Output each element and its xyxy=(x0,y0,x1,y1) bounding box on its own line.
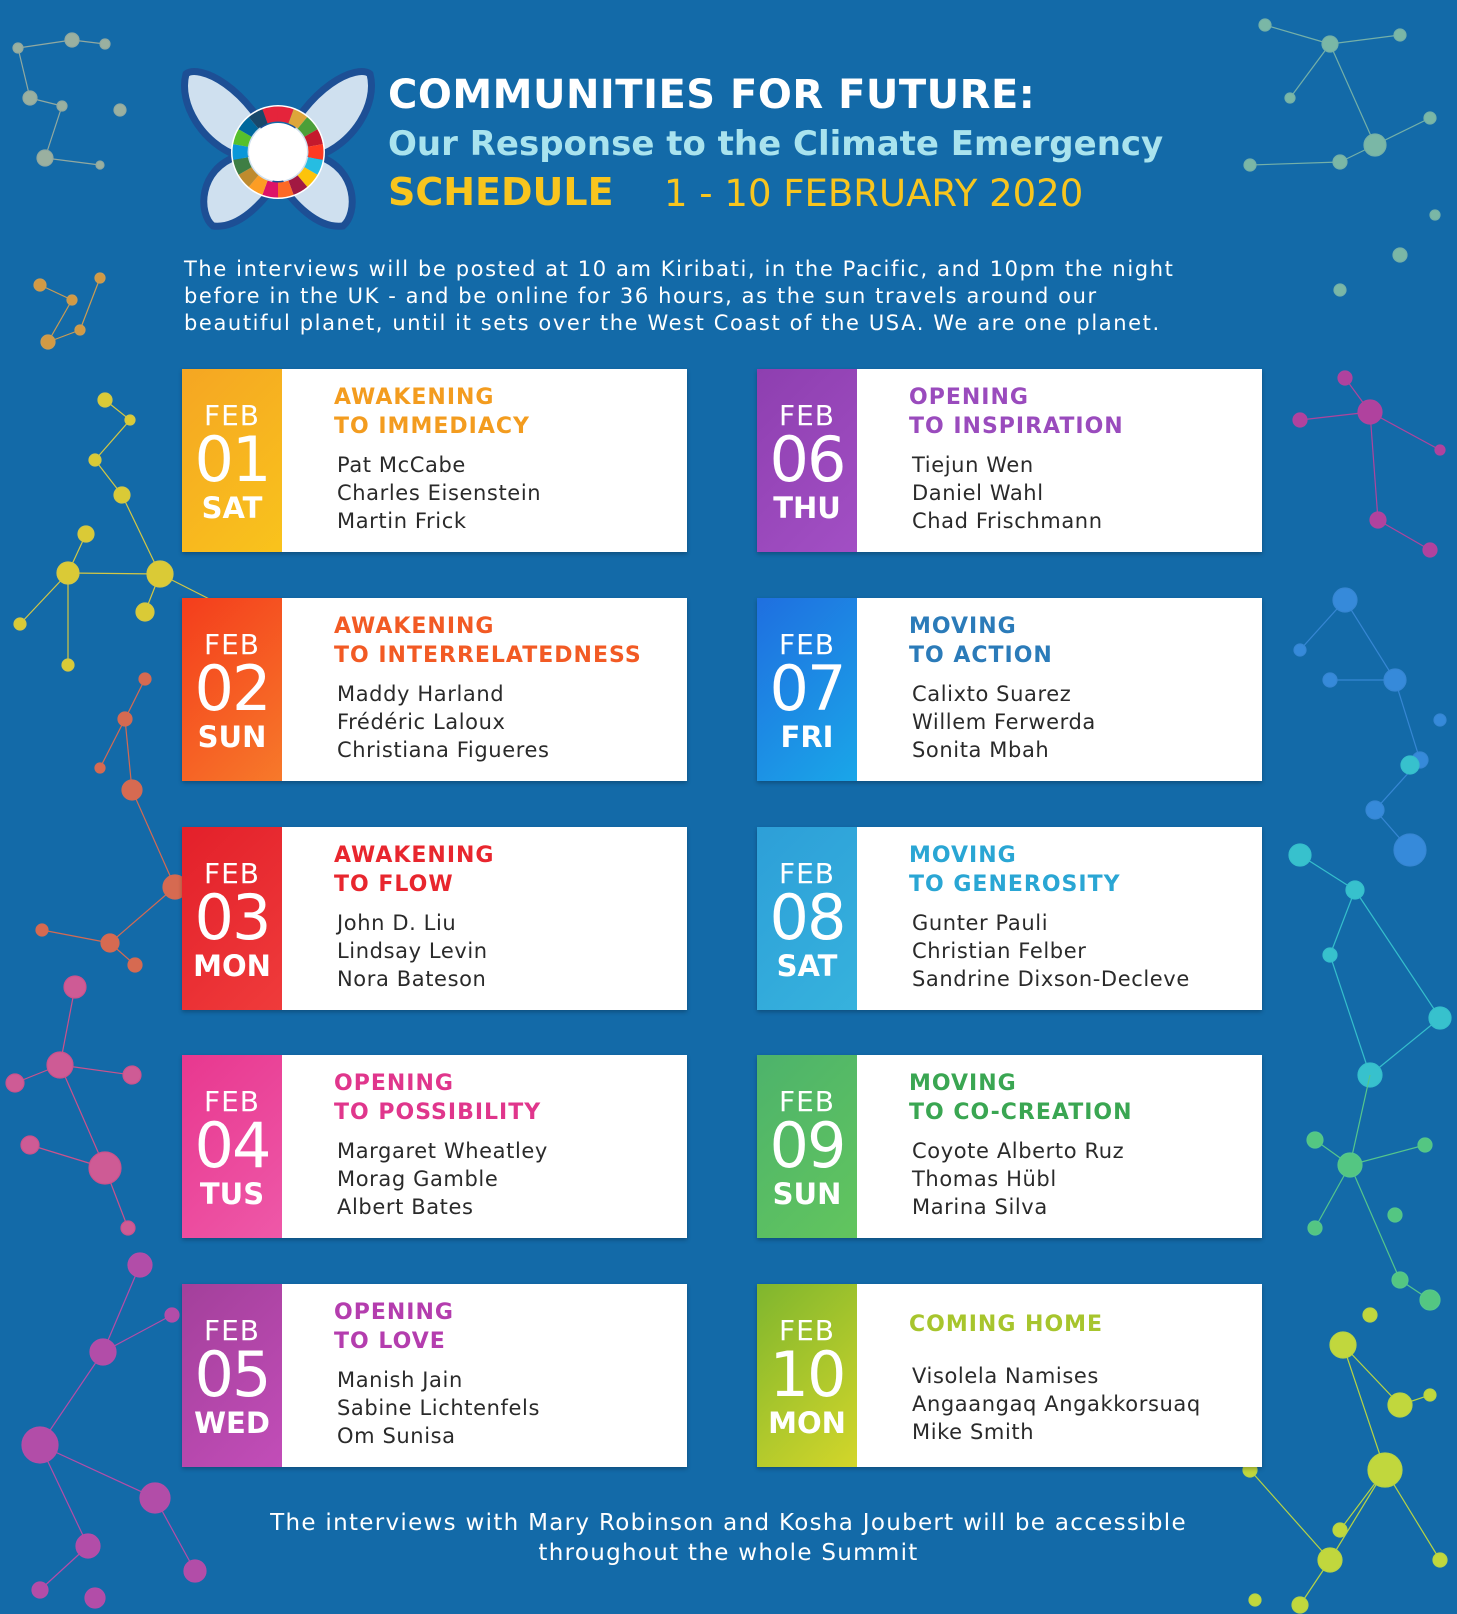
date-badge xyxy=(757,1055,857,1238)
date-badge xyxy=(757,1284,857,1467)
date-badge xyxy=(182,1284,282,1467)
date-month: FEB xyxy=(778,857,835,890)
date-day: 05 xyxy=(194,1338,270,1411)
session-theme-line1: AWAKENING xyxy=(334,843,495,868)
date-month: FEB xyxy=(203,1085,260,1118)
speaker-name: Marina Silva xyxy=(912,1195,1048,1219)
session-theme-line2: TO GENEROSITY xyxy=(909,872,1121,897)
date-weekday: SAT xyxy=(201,491,263,525)
session-theme-line1: AWAKENING xyxy=(334,385,495,410)
footer-note: The interviews with Mary Robinson and Kosha Joubert will be accessible throughout the whole Summit xyxy=(270,1510,1187,1566)
speaker-name: Pat McCabe xyxy=(337,453,466,477)
date-badge xyxy=(182,369,282,552)
session-theme xyxy=(334,612,642,670)
speaker-name: Visolela Namises xyxy=(912,1364,1099,1388)
date-badge xyxy=(757,827,857,1010)
session-theme xyxy=(909,1310,1103,1339)
session-theme xyxy=(909,841,1121,899)
date-weekday: SAT xyxy=(776,949,838,983)
speaker-list xyxy=(337,680,550,764)
speaker-name: Albert Bates xyxy=(337,1195,474,1219)
intro-text: The interviews will be posted at 10 am Kiribati, in the Pacific, and 10pm the night before in the UK - and be online for 36 hours, as the sun travels around our beautiful planet, until it sets over the West Coast of the USA. We are one planet. xyxy=(184,257,1175,335)
schedule-card xyxy=(182,1055,687,1238)
date-day: 08 xyxy=(769,881,845,954)
date-weekday: MON xyxy=(768,1406,846,1440)
session-theme xyxy=(334,1069,541,1127)
session-theme-line2: TO INSPIRATION xyxy=(909,414,1124,439)
page-title: COMMUNITIES FOR FUTURE: xyxy=(388,72,1036,118)
speaker-list xyxy=(337,909,488,993)
date-weekday: MON xyxy=(193,949,271,983)
date-day: 07 xyxy=(769,652,845,725)
date-day: 06 xyxy=(769,423,845,496)
speaker-name: Coyote Alberto Ruz xyxy=(912,1139,1125,1163)
date-badge xyxy=(757,369,857,552)
speaker-name: Angaangaq Angakkorsuaq xyxy=(912,1392,1201,1416)
date-day: 02 xyxy=(194,652,270,725)
speaker-name: Manish Jain xyxy=(337,1368,463,1392)
session-theme-line1: AWAKENING xyxy=(334,614,495,639)
speaker-name: Frédéric Laloux xyxy=(337,710,506,734)
speaker-name: Sabine Lichtenfels xyxy=(337,1396,541,1420)
date-weekday: SUN xyxy=(197,720,267,754)
speaker-list xyxy=(912,909,1190,993)
date-weekday: TUS xyxy=(199,1177,265,1211)
date-month: FEB xyxy=(778,1314,835,1347)
date-day: 10 xyxy=(769,1338,845,1411)
page-subtitle: Our Response to the Climate Emergency xyxy=(388,124,1164,164)
speaker-list xyxy=(337,1137,548,1221)
session-theme xyxy=(909,612,1053,670)
session-theme-line2: TO FLOW xyxy=(334,872,454,897)
schedule-card xyxy=(182,598,687,781)
session-theme-line1: COMING HOME xyxy=(909,1312,1104,1337)
schedule-card xyxy=(182,827,687,1010)
session-theme-line2: TO ACTION xyxy=(909,643,1053,668)
session-theme xyxy=(334,1298,454,1356)
session-theme-line1: MOVING xyxy=(909,843,1017,868)
date-month: FEB xyxy=(203,628,260,661)
schedule-label: SCHEDULE xyxy=(388,170,614,214)
speaker-name: Christiana Figueres xyxy=(337,738,550,762)
date-weekday: WED xyxy=(194,1406,270,1440)
date-month: FEB xyxy=(203,857,260,890)
speaker-name: Christian Felber xyxy=(912,939,1087,963)
session-theme xyxy=(334,383,530,441)
speaker-list xyxy=(912,1362,1201,1446)
speaker-name: Sonita Mbah xyxy=(912,738,1050,762)
schedule-card xyxy=(757,369,1262,552)
session-theme-line1: OPENING xyxy=(334,1071,454,1096)
speaker-name: Daniel Wahl xyxy=(912,481,1044,505)
session-theme xyxy=(334,841,495,899)
date-month: FEB xyxy=(778,628,835,661)
session-theme-line2: TO CO-CREATION xyxy=(909,1100,1133,1125)
session-theme-line2: TO IMMEDIACY xyxy=(334,414,530,439)
speaker-name: Chad Frischmann xyxy=(912,509,1103,533)
session-theme xyxy=(909,383,1124,441)
speaker-name: Om Sunisa xyxy=(337,1424,456,1448)
speaker-list xyxy=(337,451,541,535)
speaker-name: Lindsay Levin xyxy=(337,939,488,963)
speaker-name: Morag Gamble xyxy=(337,1167,499,1191)
date-day: 09 xyxy=(769,1109,845,1182)
session-theme-line1: OPENING xyxy=(334,1300,454,1325)
date-weekday: FRI xyxy=(780,720,834,754)
speaker-name: Gunter Pauli xyxy=(912,911,1049,935)
session-theme-line1: OPENING xyxy=(909,385,1029,410)
speaker-name: Thomas Hübl xyxy=(912,1167,1057,1191)
date-badge xyxy=(182,1055,282,1238)
speaker-list xyxy=(912,451,1103,535)
date-range: 1 - 10 FEBRUARY 2020 xyxy=(664,172,1084,215)
speaker-name: Margaret Wheatley xyxy=(337,1139,548,1163)
speaker-list xyxy=(337,1366,540,1450)
date-month: FEB xyxy=(778,399,835,432)
speaker-name: Charles Eisenstein xyxy=(337,481,542,505)
speaker-list xyxy=(912,1137,1124,1221)
date-month: FEB xyxy=(778,1085,835,1118)
speaker-name: Sandrine Dixson-Decleve xyxy=(912,967,1190,991)
session-theme-line1: MOVING xyxy=(909,1071,1017,1096)
schedule-card xyxy=(182,369,687,552)
date-day: 04 xyxy=(194,1109,270,1182)
speaker-name: John D. Liu xyxy=(337,911,457,935)
schedule-card xyxy=(757,827,1262,1010)
schedule-card xyxy=(182,1284,687,1467)
speaker-name: Martin Frick xyxy=(337,509,467,533)
speaker-name: Mike Smith xyxy=(912,1420,1035,1444)
schedule-card xyxy=(757,598,1262,781)
session-theme-line1: MOVING xyxy=(909,614,1017,639)
schedule-card xyxy=(757,1284,1262,1467)
date-badge xyxy=(757,598,857,781)
schedule-card xyxy=(757,1055,1262,1238)
speaker-name: Nora Bateson xyxy=(337,967,487,991)
speaker-name: Maddy Harland xyxy=(337,682,505,706)
date-month: FEB xyxy=(203,399,260,432)
session-theme-line2: TO INTERRELATEDNESS xyxy=(334,643,642,668)
session-theme-line2: TO LOVE xyxy=(334,1329,446,1354)
date-badge xyxy=(182,827,282,1010)
speaker-list xyxy=(912,680,1096,764)
butterfly-sdg-logo xyxy=(178,64,378,234)
date-weekday: SUN xyxy=(772,1177,842,1211)
speaker-name: Calixto Suarez xyxy=(912,682,1072,706)
date-month: FEB xyxy=(203,1314,260,1347)
date-day: 01 xyxy=(194,423,270,496)
date-weekday: THU xyxy=(773,491,841,525)
session-theme xyxy=(909,1069,1133,1127)
date-badge xyxy=(182,598,282,781)
speaker-name: Willem Ferwerda xyxy=(912,710,1096,734)
session-theme-line2: TO POSSIBILITY xyxy=(334,1100,542,1125)
speaker-name: Tiejun Wen xyxy=(912,453,1034,477)
date-day: 03 xyxy=(194,881,270,954)
